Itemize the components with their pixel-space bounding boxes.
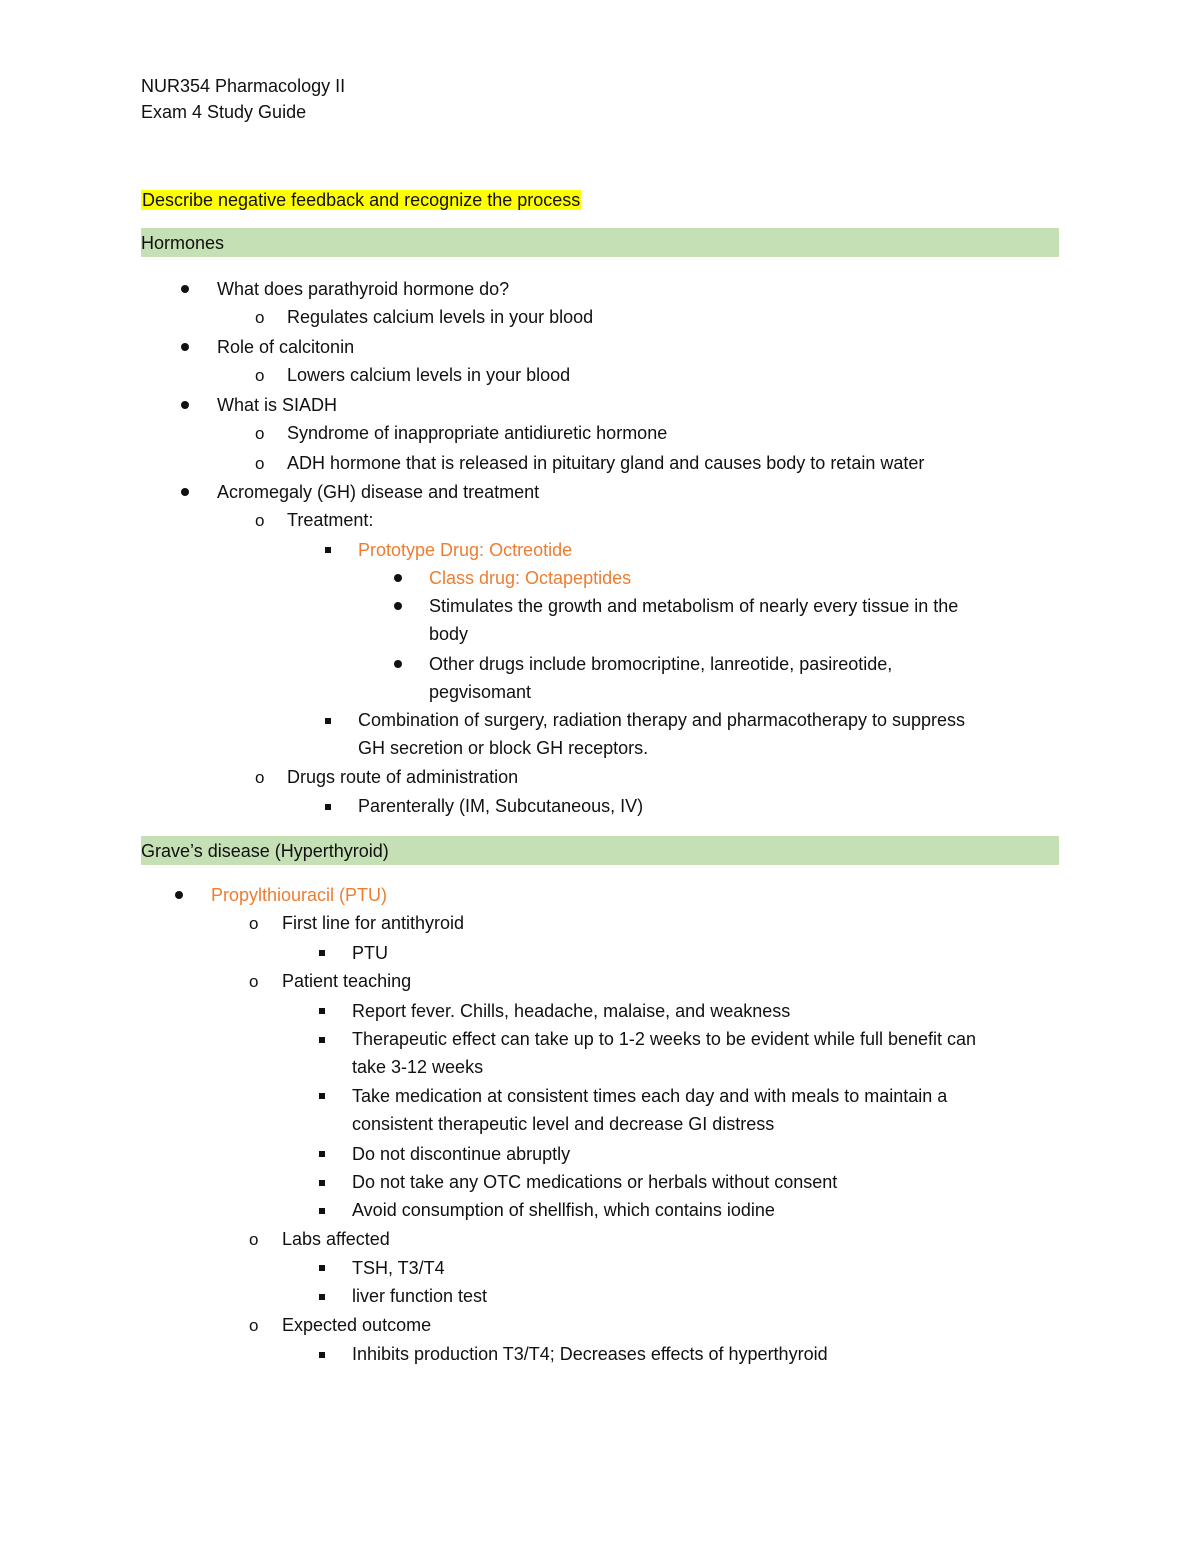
circle-bullet-icon: o: [255, 308, 265, 327]
list-item: Do not take any OTC medications or herbals without consent: [352, 1172, 838, 1192]
square-bullet-icon: [319, 1037, 325, 1043]
class-drug: Class drug: Octapeptides: [429, 568, 632, 588]
square-bullet-icon: [319, 1151, 325, 1157]
prototype-drug: Prototype Drug: Octreotide: [358, 540, 573, 560]
square-bullet-icon: [319, 1265, 325, 1271]
list-item-continuation: consistent therapeutic level and decrease GI distress: [352, 1114, 775, 1134]
course-title: NUR354 Pharmacology II: [141, 76, 346, 96]
list-item: Acromegaly (GH) disease and treatment: [217, 482, 540, 502]
list-item: Lowers calcium levels in your blood: [287, 365, 571, 385]
list-item-continuation: GH secretion or block GH receptors.: [358, 738, 649, 758]
list-item: Report fever. Chills, headache, malaise, and weakness: [352, 1001, 791, 1021]
square-bullet-icon: [319, 1352, 325, 1358]
list-item: Labs affected: [282, 1229, 390, 1249]
circle-bullet-icon: o: [249, 972, 259, 991]
section-band-hormones: [141, 228, 1059, 257]
bullet-icon: [181, 488, 189, 496]
circle-bullet-icon: o: [255, 511, 265, 530]
list-item: Patient teaching: [282, 971, 412, 991]
list-item: PTU: [352, 943, 388, 963]
list-item: Expected outcome: [282, 1315, 432, 1335]
square-bullet-icon: [319, 1180, 325, 1186]
list-item: What is SIADH: [217, 395, 338, 415]
circle-bullet-icon: o: [249, 914, 259, 933]
square-bullet-icon: [319, 1093, 325, 1099]
section-heading-graves: Grave’s disease (Hyperthyroid): [141, 841, 389, 861]
objective-heading: [141, 189, 581, 211]
bullet-icon: [394, 660, 402, 668]
square-bullet-icon: [325, 547, 331, 553]
square-bullet-icon: [319, 1294, 325, 1300]
list-item-continuation: take 3-12 weeks: [352, 1057, 484, 1077]
square-bullet-icon: [325, 718, 331, 724]
list-item: TSH, T3/T4: [352, 1258, 445, 1278]
list-item: Therapeutic effect can take up to 1-2 weeks to be evident while full benefit can: [352, 1029, 977, 1049]
list-item: Regulates calcium levels in your blood: [287, 307, 594, 327]
list-item: Take medication at consistent times each day and with meals to maintain a: [352, 1086, 948, 1106]
list-item: Role of calcitonin: [217, 337, 355, 357]
bullet-icon: [181, 343, 189, 351]
circle-bullet-icon: o: [255, 366, 265, 385]
list-item: Inhibits production T3/T4; Decreases effects of hyperthyroid: [352, 1344, 828, 1364]
circle-bullet-icon: o: [255, 424, 265, 443]
bullet-icon: [394, 602, 402, 610]
square-bullet-icon: [319, 1208, 325, 1214]
list-item: Drugs route of administration: [287, 767, 519, 787]
circle-bullet-icon: o: [255, 454, 265, 473]
list-item: ADH hormone that is released in pituitary gland and causes body to retain water: [287, 453, 925, 473]
bullet-icon: [175, 891, 183, 899]
bullet-icon: [181, 285, 189, 293]
list-item: Combination of surgery, radiation therapy and pharmacotherapy to suppress: [358, 710, 966, 730]
circle-bullet-icon: o: [255, 768, 265, 787]
square-bullet-icon: [325, 804, 331, 810]
list-item: Avoid consumption of shellfish, which contains iodine: [352, 1200, 775, 1220]
list-item: Other drugs include bromocriptine, lanreotide, pasireotide,: [429, 654, 893, 674]
section-heading-hormones: Hormones: [141, 233, 225, 253]
bullet-icon: [394, 574, 402, 582]
document-subtitle: Exam 4 Study Guide: [141, 102, 307, 122]
circle-bullet-icon: o: [249, 1316, 259, 1335]
list-item-continuation: pegvisomant: [429, 682, 532, 702]
drug-name: Propylthiouracil (PTU): [211, 885, 388, 905]
list-item: Treatment:: [287, 510, 374, 530]
list-item: Parenterally (IM, Subcutaneous, IV): [358, 796, 644, 816]
bullet-icon: [181, 401, 189, 409]
square-bullet-icon: [319, 1008, 325, 1014]
list-item-continuation: body: [429, 624, 469, 644]
section-band-graves: [141, 836, 1059, 865]
square-bullet-icon: [319, 950, 325, 956]
list-item: First line for antithyroid: [282, 913, 465, 933]
objective-highlight: Describe negative feedback and recognize the process: [142, 190, 581, 210]
list-item: What does parathyroid hormone do?: [217, 279, 510, 299]
list-item: Stimulates the growth and metabolism of nearly every tissue in the: [429, 596, 959, 616]
list-item: Syndrome of inappropriate antidiuretic hormone: [287, 423, 668, 443]
list-item: Do not discontinue abruptly: [352, 1144, 571, 1164]
circle-bullet-icon: o: [249, 1230, 259, 1249]
list-item: liver function test: [352, 1286, 488, 1306]
